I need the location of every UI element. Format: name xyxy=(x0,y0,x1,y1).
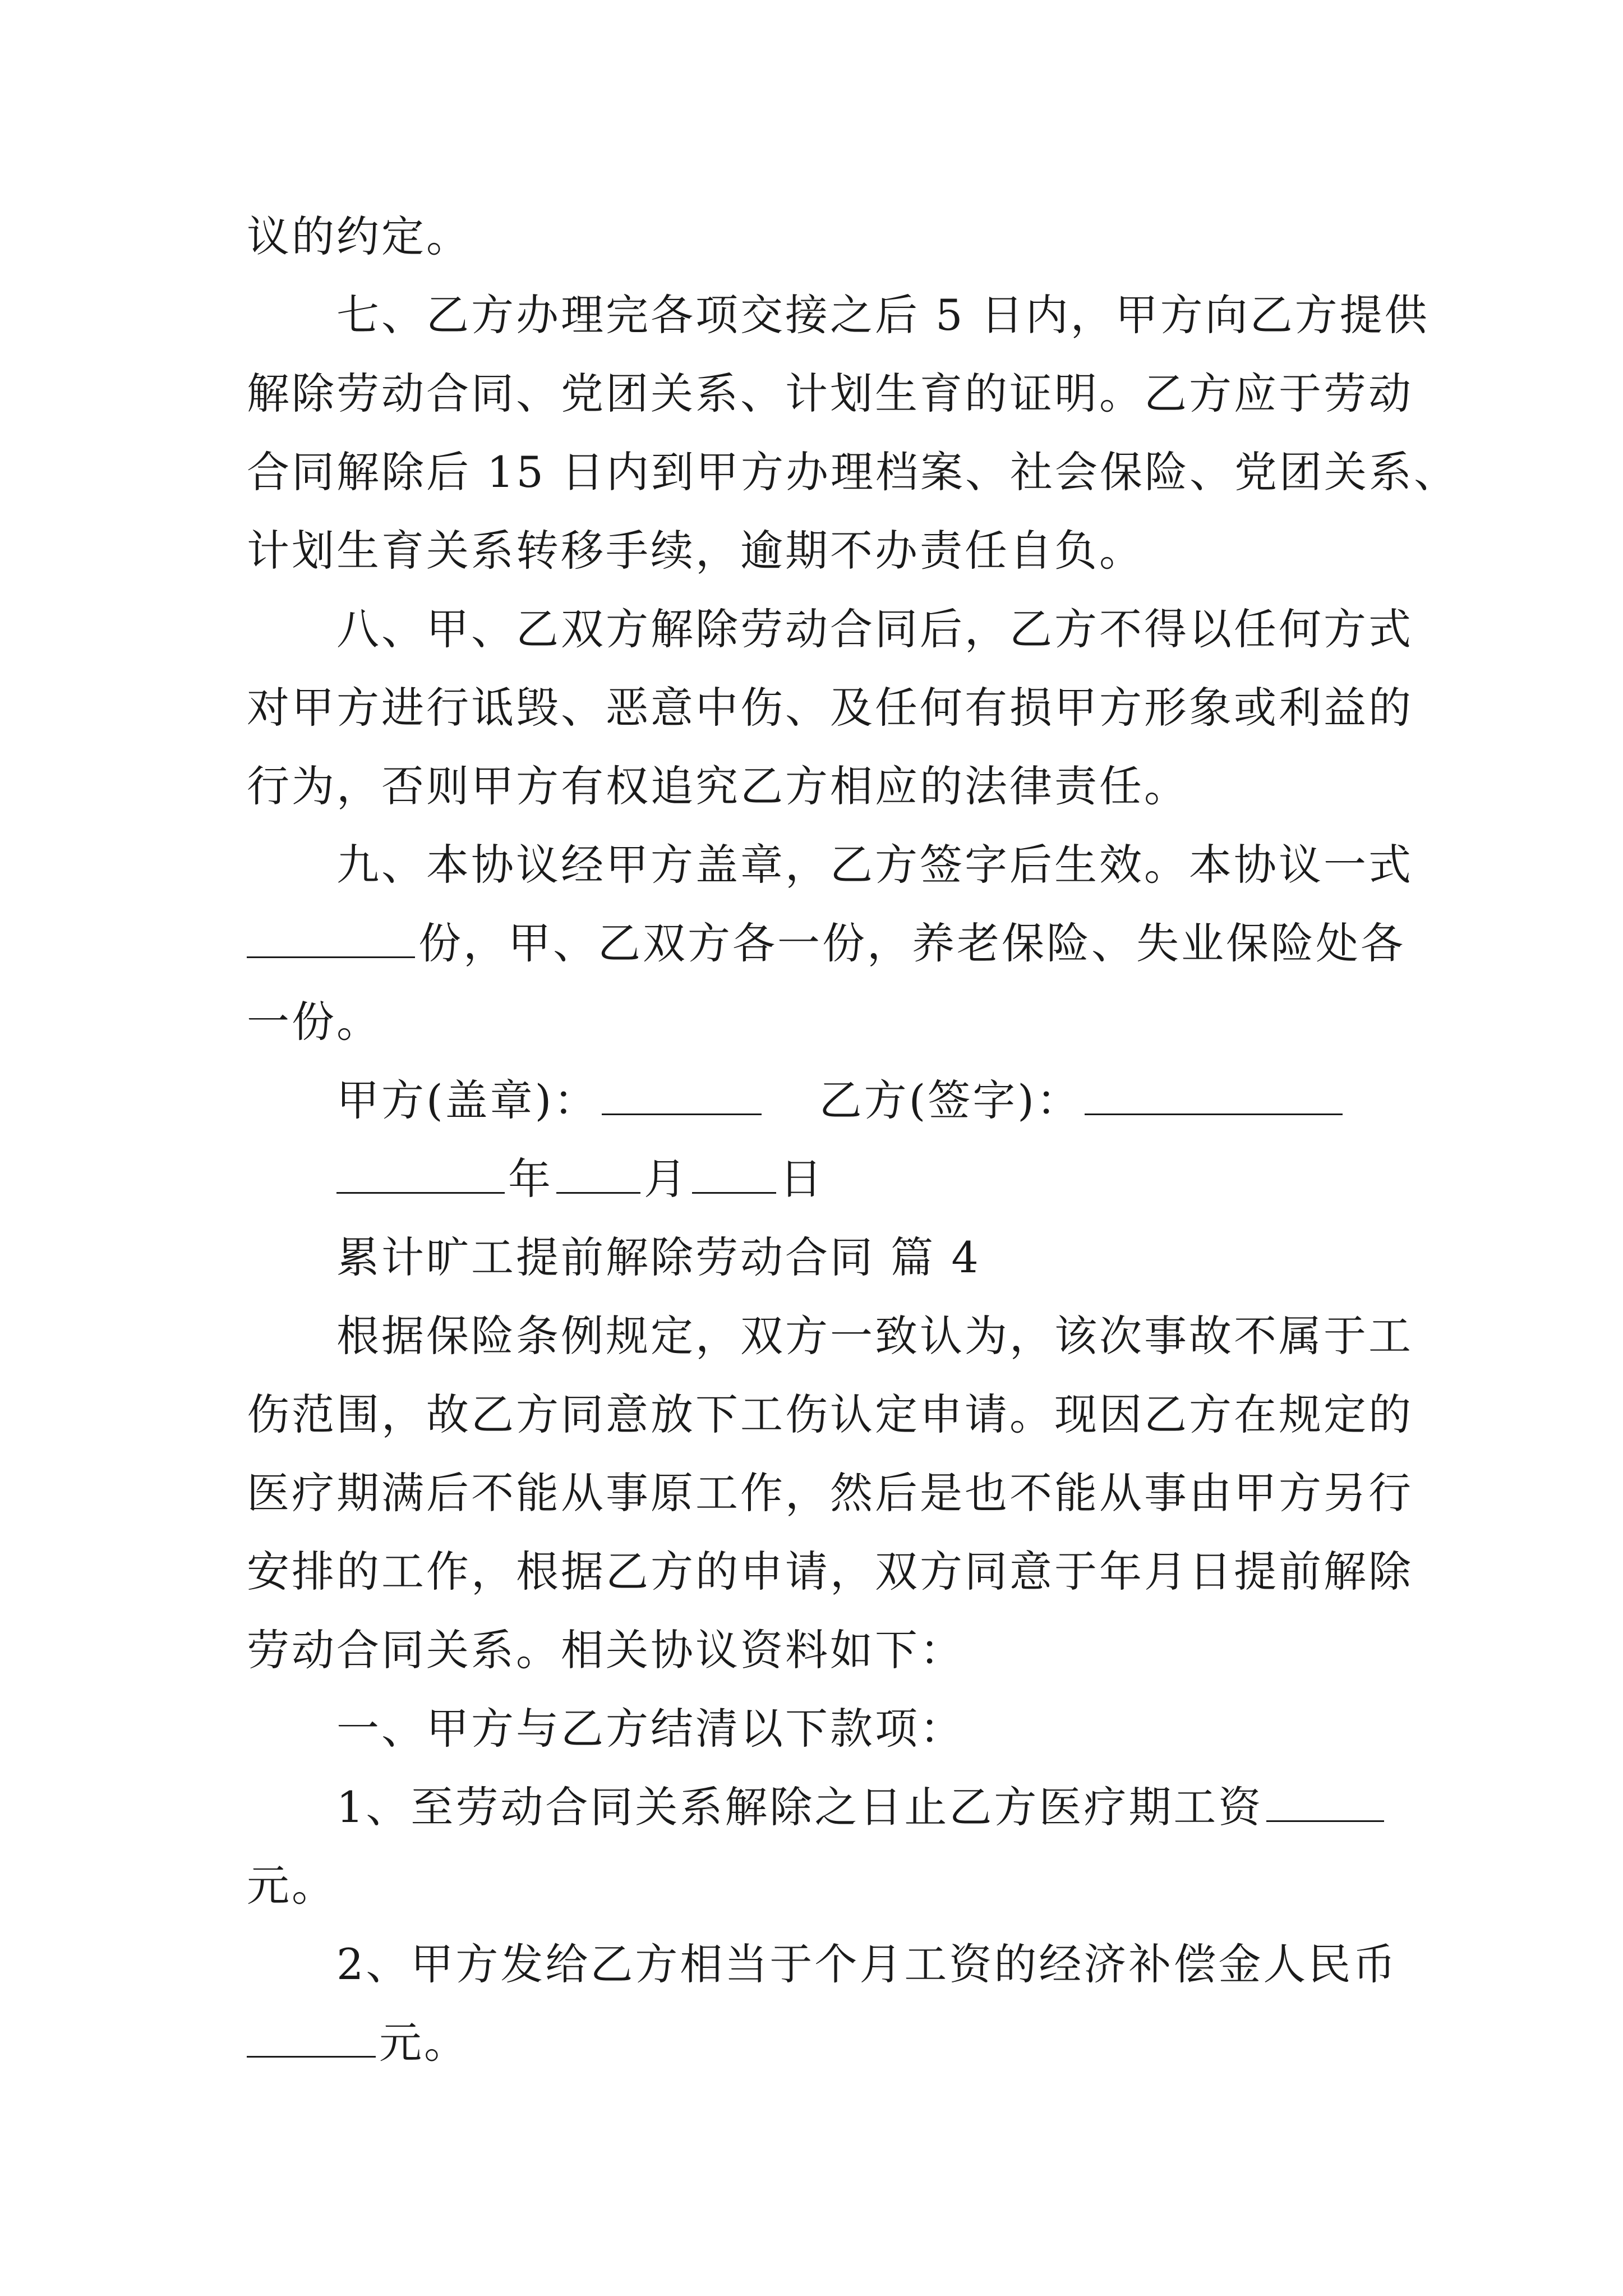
section-title: 累计旷工提前解除劳动合同 篇 4 xyxy=(336,1232,981,1282)
paragraph-line: 合同解除后 15 日内到甲方办理档案、社会保险、党团关系、 xyxy=(247,447,1459,497)
compensation-blank[interactable] xyxy=(247,2022,376,2058)
party-a-seal-blank[interactable] xyxy=(602,1080,762,1115)
party-a-label: 甲方(盖章)： xyxy=(336,1075,599,1125)
paragraph-line: 对甲方进行诋毁、恶意中伤、及任何有损甲方形象或利益的 xyxy=(247,683,1413,733)
year-label: 年 xyxy=(508,1154,553,1204)
paragraph-line: 解除劳动合同、党团关系、计划生育的证明。乙方应于劳动 xyxy=(247,369,1413,418)
copies-blank[interactable] xyxy=(247,923,415,958)
item-one-text: 1、至劳动合同关系解除之日止乙方医疗期工资 xyxy=(336,1782,1264,1832)
paragraph-line: 安排的工作，根据乙方的申请，双方同意于年月日提前解除 xyxy=(247,1547,1413,1596)
clause-one-line: 一、甲方与乙方结清以下款项： xyxy=(336,1704,965,1754)
copies-text: 份，甲、乙双方各一份，养老保险、失业保险处各 xyxy=(418,918,1405,968)
paragraph-line: 根据保险条例规定，双方一致认为，该次事故不属于工 xyxy=(336,1311,1413,1361)
item-two-unit: 元。 xyxy=(379,2018,469,2068)
day-label: 日 xyxy=(780,1154,824,1204)
year-blank[interactable] xyxy=(336,1158,505,1194)
medical-wage-blank[interactable] xyxy=(1266,1787,1384,1822)
paragraph-line: 医疗期满后不能从事原工作，然后是也不能从事由甲方另行 xyxy=(247,1468,1413,1518)
day-blank[interactable] xyxy=(692,1158,776,1194)
item-two-amount-line xyxy=(247,2015,469,2071)
paragraph-line: 计划生育关系转移手续，逾期不办责任自负。 xyxy=(247,526,1144,576)
party-b-label: 乙方(签字)： xyxy=(819,1075,1081,1125)
item-two-line: 2、甲方发给乙方相当于个月工资的经济补偿金人民币 xyxy=(336,1939,1398,1989)
party-b-signature-blank[interactable] xyxy=(1085,1080,1343,1115)
item-one-line xyxy=(336,1779,1387,1835)
paragraph-line: 一份。 xyxy=(247,997,381,1047)
paragraph-line: 行为，否则甲方有权追究乙方相应的法律责任。 xyxy=(247,761,1189,811)
paragraph-line: 议的约定。 xyxy=(247,211,471,261)
date-line xyxy=(336,1151,824,1207)
clause-nine-line: 九、本协议经甲方盖章，乙方签字后生效。本协议一式 xyxy=(336,840,1413,890)
clause-eight-line: 八、甲、乙双方解除劳动合同后，乙方不得以任何方式 xyxy=(336,604,1413,654)
month-blank[interactable] xyxy=(556,1158,640,1194)
copies-line xyxy=(247,915,1405,972)
paragraph-line: 伤范围，故乙方同意放下工伤认定申请。现因乙方在规定的 xyxy=(247,1389,1413,1439)
paragraph-line: 劳动合同关系。相关协议资料如下： xyxy=(247,1625,965,1675)
month-label: 月 xyxy=(644,1154,689,1204)
item-one-unit: 元。 xyxy=(247,1861,336,1911)
signature-line xyxy=(336,1073,1346,1129)
clause-seven-line: 七、乙方办理完各项交接之后 5 日内，甲方向乙方提供 xyxy=(336,290,1430,340)
